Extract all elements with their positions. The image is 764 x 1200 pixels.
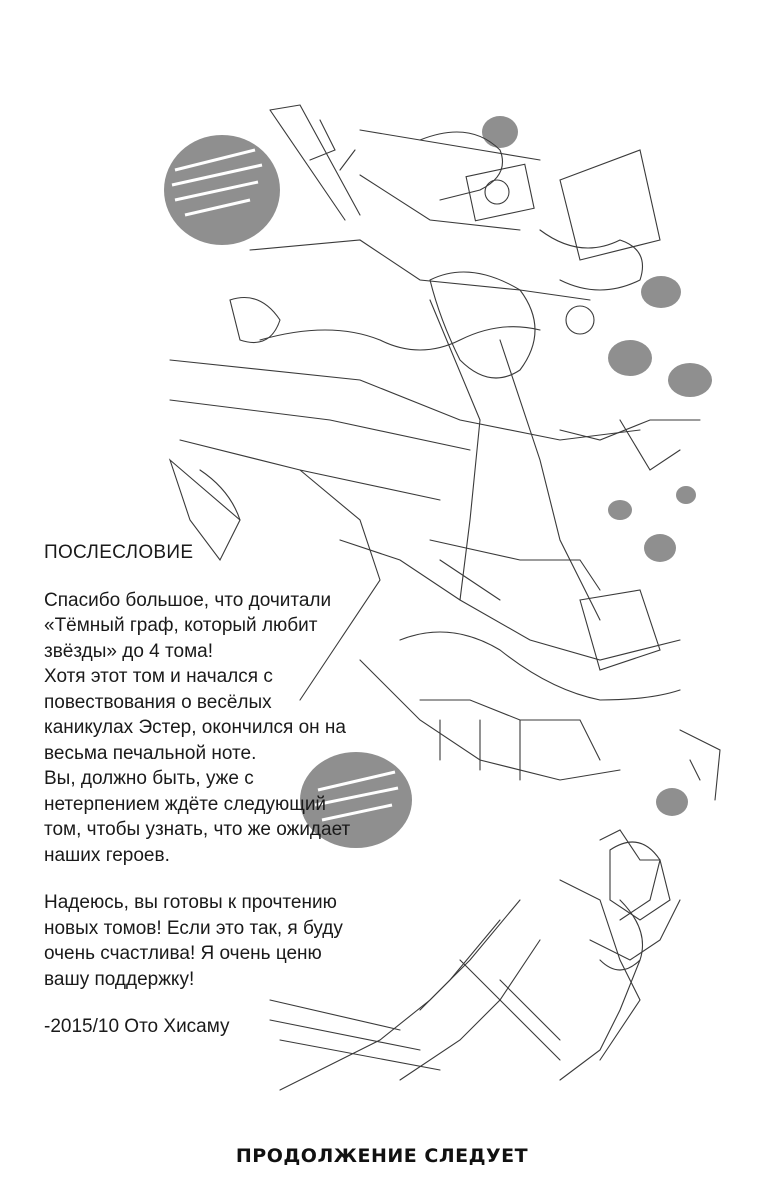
text-line: вашу поддержку! — [44, 968, 195, 990]
text-line: наших героев. — [44, 844, 170, 866]
text-line: Надеюсь, вы готовы к прочтению — [44, 892, 337, 913]
text-line: весьма печальной ноте. — [44, 742, 257, 764]
balloon — [656, 788, 688, 816]
afterword-block — [44, 540, 374, 1040]
balloon — [644, 534, 676, 562]
balloon — [482, 116, 518, 148]
balloon — [641, 276, 681, 308]
balloon — [608, 340, 652, 376]
text-line: очень счастлива! Я очень ценю — [44, 943, 322, 964]
text-line: том, чтобы узнать, что же ожидает — [44, 819, 351, 840]
afterword-title: ПОСЛЕСЛОВИЕ — [44, 542, 194, 563]
text-line: Вы, должно быть, уже с — [44, 768, 254, 789]
balloon — [608, 500, 632, 520]
to-be-continued: ПРОДОЛЖЕНИЕ СЛЕДУЕТ — [235, 1145, 529, 1167]
text-line: каникулах Эстер, окончился он на — [44, 717, 346, 738]
text-line: «Тёмный граф, который любит — [44, 615, 318, 636]
text-line: новых томов! Если это так, я буду — [44, 917, 343, 939]
afterword-signature: -2015/10 Ото Хисаму — [44, 1016, 230, 1037]
text-line: нетерпением ждёте следующий — [44, 793, 327, 815]
text-line: Спасибо большое, что дочитали — [44, 589, 332, 611]
text-line: повествования о весёлых — [44, 691, 272, 713]
text-line: звёзды» до 4 тома! — [44, 640, 213, 662]
balloon — [676, 486, 696, 504]
afterword-paragraph-1 — [44, 588, 374, 869]
balloon — [668, 363, 712, 397]
text-line: Хотя этот том и начался с — [44, 666, 273, 687]
afterword-paragraph-2 — [44, 890, 374, 992]
